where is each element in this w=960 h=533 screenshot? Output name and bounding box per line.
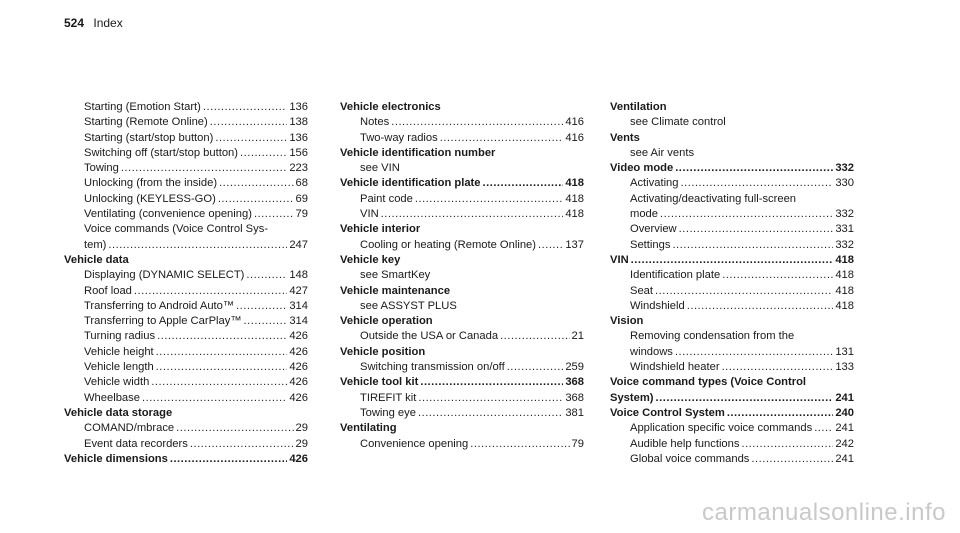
entry-text: Wheelbase [84, 391, 140, 404]
index-heading [340, 284, 584, 299]
entry-text: Starting (Emotion Start) [84, 101, 201, 113]
index-entry [610, 345, 854, 360]
dot-leader [415, 192, 563, 207]
entry-text: Global voice commands [630, 452, 750, 465]
entry-text: see SmartKey [360, 269, 431, 282]
index-entry [610, 207, 854, 222]
page-number: 524 [64, 16, 85, 30]
entry-text: Vehicle length [84, 361, 154, 374]
entry-text: Towing eye [360, 406, 416, 419]
index-entry [64, 176, 308, 191]
entry-text: tem) [84, 238, 107, 251]
page-ref[interactable]: 418 [565, 192, 584, 205]
entry-text: Vehicle identification plate [340, 177, 481, 190]
index-heading [340, 146, 584, 161]
index-heading [610, 375, 854, 390]
index-entry [340, 360, 584, 375]
dot-leader [483, 176, 564, 191]
dot-leader [660, 207, 833, 222]
entry-text: Voice commands (Voice Control Sys- [84, 223, 269, 236]
dot-leader [254, 207, 294, 222]
index-entry [610, 115, 854, 130]
entry-text: Two-way radios [360, 131, 438, 144]
dot-leader [655, 284, 833, 299]
entry-text: Vehicle interior [340, 223, 421, 236]
index-entry [610, 437, 854, 452]
index-entry [64, 146, 308, 161]
dot-leader [121, 161, 288, 176]
dot-leader [236, 299, 287, 314]
index-entry [610, 284, 854, 299]
dot-leader [142, 391, 287, 406]
page-section-title: Index [93, 16, 123, 30]
entry-text: Vehicle dimensions [64, 452, 168, 465]
index-entry [340, 268, 584, 283]
page-ref[interactable]: 137 [565, 238, 584, 251]
index-heading [340, 375, 584, 390]
index-entry [64, 161, 308, 176]
entry-text: Turning radius [84, 330, 156, 343]
index-entry [64, 207, 308, 222]
page-ref[interactable]: 426 [289, 391, 308, 404]
dot-leader [156, 345, 288, 360]
page-ref[interactable]: 368 [565, 376, 584, 389]
index-entry [64, 421, 308, 436]
index-entry [64, 375, 308, 390]
entry-text: Unlocking (KEYLESS-GO) [84, 192, 216, 205]
entry-text: Audible help functions [630, 437, 740, 450]
entry-text: Outside the USA or Canada [360, 330, 499, 343]
index-entry [610, 360, 854, 375]
entry-text: Application specific voice commands [630, 422, 813, 435]
index-entry [340, 161, 584, 176]
dot-leader [440, 131, 564, 146]
entry-text: Vehicle position [340, 345, 426, 358]
entry-text: Vision [610, 315, 644, 328]
index-heading [610, 406, 854, 421]
page-ref[interactable]: 223 [289, 162, 308, 175]
dot-leader [672, 238, 833, 253]
index-entry [610, 192, 854, 207]
index-entry [610, 238, 854, 253]
dot-leader [157, 329, 287, 344]
page-ref[interactable]: 418 [835, 284, 854, 297]
entry-text: Activating [630, 177, 679, 190]
index-entry [64, 222, 308, 237]
entry-text: System) [610, 391, 654, 404]
index-entry [340, 406, 584, 421]
dot-leader [170, 452, 287, 467]
page-ref[interactable]: 381 [565, 406, 584, 419]
index-entry [64, 329, 308, 344]
index-entry [64, 360, 308, 375]
page-ref[interactable]: 418 [565, 208, 584, 221]
entry-text: Vehicle data storage [64, 406, 173, 419]
page-ref[interactable]: 241 [835, 422, 854, 435]
index-column-2 [340, 100, 584, 452]
entry-text: Vehicle data [64, 253, 129, 266]
entry-text: Vehicle width [84, 376, 150, 389]
dot-leader [391, 115, 563, 130]
entry-text: Starting (Remote Online) [84, 116, 208, 129]
dot-leader [722, 360, 834, 375]
dot-leader [151, 375, 287, 390]
index-column-1 [64, 100, 308, 467]
entry-text: Unlocking (from the inside) [84, 177, 218, 190]
index-heading [610, 253, 854, 268]
page-ref[interactable]: 247 [289, 238, 308, 251]
dot-leader [727, 406, 834, 421]
page-ref[interactable]: 242 [835, 437, 854, 450]
dot-leader [246, 268, 287, 283]
page-ref[interactable]: 68 [295, 177, 308, 190]
index-entry [64, 131, 308, 146]
page-ref[interactable]: 240 [835, 406, 854, 419]
index-heading [340, 314, 584, 329]
entry-text: Switching off (start/stop button) [84, 146, 239, 159]
index-entry [610, 176, 854, 191]
index-entry [340, 207, 584, 222]
entry-text: Overview [630, 223, 677, 236]
page-ref[interactable]: 29 [295, 422, 308, 435]
index-heading [610, 131, 854, 146]
entry-text: Notes [360, 116, 390, 129]
entry-text: Seat [630, 284, 654, 297]
dot-leader [240, 146, 287, 161]
index-heading [64, 406, 308, 421]
page-ref[interactable]: 332 [835, 208, 854, 221]
page-ref[interactable]: 418 [835, 269, 854, 282]
page-ref[interactable]: 138 [289, 116, 308, 129]
dot-leader [134, 284, 287, 299]
dot-leader [656, 391, 834, 406]
entry-text: TIREFIT kit [360, 391, 417, 404]
index-heading [340, 100, 584, 115]
entry-text: Vehicle height [84, 345, 154, 358]
entry-text: Vehicle key [340, 253, 401, 266]
index-heading [340, 253, 584, 268]
entry-text: VIN [610, 253, 629, 266]
page-ref[interactable]: 368 [565, 391, 584, 404]
page-ref[interactable]: 330 [835, 177, 854, 190]
index-entry [610, 452, 854, 467]
index-entry [610, 268, 854, 283]
page-ref[interactable]: 131 [835, 345, 854, 358]
dot-leader [156, 360, 288, 375]
page-ref[interactable]: 418 [835, 253, 854, 266]
dot-leader [722, 268, 833, 283]
page-ref[interactable]: 426 [289, 361, 308, 374]
index-entry [340, 192, 584, 207]
index-heading [340, 222, 584, 237]
index-entry [610, 146, 854, 161]
index-heading [610, 161, 854, 176]
index-heading [610, 100, 854, 115]
entry-text: Transferring to Android Auto™ [84, 299, 235, 312]
page-ref[interactable]: 79 [571, 437, 584, 450]
page-ref[interactable]: 426 [289, 452, 308, 465]
entry-text: mode [630, 208, 658, 221]
dot-leader [500, 329, 569, 344]
page-ref[interactable]: 418 [565, 177, 584, 190]
entry-text: Windshield [630, 299, 685, 312]
dot-leader [675, 345, 833, 360]
page-ref[interactable]: 79 [295, 208, 308, 221]
entry-text: Vehicle electronics [340, 101, 441, 113]
entry-text: Vehicle maintenance [340, 284, 451, 297]
entry-text: Removing condensation from the [630, 330, 795, 343]
index-entry [610, 421, 854, 436]
page-ref[interactable]: 314 [289, 315, 308, 328]
dot-leader [538, 238, 563, 253]
index-entry [64, 238, 308, 253]
page-ref[interactable]: 426 [289, 376, 308, 389]
dot-leader [470, 437, 569, 452]
index-entry [64, 299, 308, 314]
entry-text: Voice command types (Voice Control [610, 376, 807, 389]
page-ref[interactable]: 241 [835, 452, 854, 465]
index-heading [340, 421, 584, 436]
entry-text: see VIN [360, 162, 400, 175]
entry-text: Windshield heater [630, 361, 720, 374]
dot-leader [108, 238, 287, 253]
dot-leader [687, 299, 834, 314]
dot-leader [631, 253, 834, 268]
page-ref[interactable]: 259 [565, 361, 584, 374]
index-entry [340, 329, 584, 344]
index-heading [610, 314, 854, 329]
dot-leader [218, 192, 294, 207]
page-ref[interactable]: 314 [289, 299, 308, 312]
page-ref[interactable]: 136 [289, 101, 308, 113]
entry-text: Towing [84, 162, 119, 175]
dot-leader [751, 452, 833, 467]
index-entry [64, 345, 308, 360]
entry-text: Displaying (DYNAMIC SELECT) [84, 269, 245, 282]
index-entry [340, 115, 584, 130]
page-ref[interactable]: 426 [289, 330, 308, 343]
dot-leader [418, 406, 563, 421]
index-heading [340, 176, 584, 191]
entry-text: Vehicle identification number [340, 146, 496, 159]
dot-leader [203, 100, 287, 115]
index-entry [64, 100, 308, 115]
page-ref[interactable]: 136 [289, 131, 308, 144]
index-entry [64, 314, 308, 329]
dot-leader [679, 222, 834, 237]
entry-text: Identification plate [630, 269, 721, 282]
page-ref[interactable]: 426 [289, 345, 308, 358]
entry-text: Convenience opening [360, 437, 469, 450]
dot-leader [681, 176, 834, 191]
index-heading [64, 452, 308, 467]
dot-leader [420, 375, 563, 390]
page-ref[interactable]: 416 [565, 131, 584, 144]
entry-text: see Climate control [630, 116, 726, 129]
entry-text: Ventilating [340, 422, 397, 435]
index-entry [610, 222, 854, 237]
index-entry [64, 115, 308, 130]
index-heading [340, 345, 584, 360]
index-entry [64, 391, 308, 406]
page-ref[interactable]: 29 [295, 437, 308, 450]
page-ref[interactable]: 331 [835, 223, 854, 236]
entry-text: Vehicle operation [340, 315, 433, 328]
dot-leader [219, 176, 293, 191]
dot-leader [244, 314, 288, 329]
entry-text: Vents [610, 131, 640, 144]
dot-leader [814, 421, 833, 436]
entry-text: Transferring to Apple CarPlay™ [84, 315, 242, 328]
page-ref[interactable]: 133 [835, 361, 854, 374]
page-ref[interactable]: 148 [289, 269, 308, 282]
watermark-logo: carmanualsonline.info [702, 499, 946, 526]
page-ref[interactable]: 241 [835, 391, 854, 404]
index-entry [340, 391, 584, 406]
index-heading [610, 391, 854, 406]
index-entry [64, 284, 308, 299]
entry-text: Settings [630, 238, 671, 251]
page-ref[interactable]: 69 [295, 192, 308, 205]
entry-text: Switching transmission on/off [360, 361, 505, 374]
dot-leader [675, 161, 833, 176]
index-entry [340, 437, 584, 452]
dot-leader [418, 391, 563, 406]
entry-text: Vehicle tool kit [340, 376, 419, 389]
dot-leader [215, 131, 287, 146]
page-ref[interactable]: 332 [835, 238, 854, 251]
index-entry [340, 238, 584, 253]
entry-text: VIN [360, 208, 379, 221]
entry-text: Cooling or heating (Remote Online) [360, 238, 536, 251]
index-entry [64, 268, 308, 283]
dot-leader [190, 437, 294, 452]
index-entry [610, 329, 854, 344]
index-heading [64, 253, 308, 268]
entry-text: Voice Control System [610, 406, 725, 419]
index-entry [340, 131, 584, 146]
dot-leader [210, 115, 288, 130]
page-ref[interactable]: 156 [289, 146, 308, 159]
entry-text: Starting (start/stop button) [84, 131, 214, 144]
page-ref[interactable]: 418 [835, 299, 854, 312]
dot-leader [381, 207, 564, 222]
entry-text: Event data recorders [84, 437, 188, 450]
entry-text: Paint code [360, 192, 413, 205]
entry-text: see Air vents [630, 146, 695, 159]
page-header [64, 16, 123, 30]
dot-leader [176, 421, 293, 436]
index-entry [610, 299, 854, 314]
index-entry [64, 437, 308, 452]
entry-text: windows [630, 345, 673, 358]
entry-text: Ventilation [610, 101, 667, 113]
page-ref[interactable]: 416 [565, 116, 584, 129]
index-column-3 [610, 100, 854, 467]
index-entry [64, 192, 308, 207]
entry-text: Activating/deactivating full-screen [630, 192, 797, 205]
dot-leader [741, 437, 833, 452]
dot-leader [507, 360, 564, 375]
page-ref[interactable]: 21 [571, 330, 584, 343]
entry-text: Video mode [610, 162, 674, 175]
page-ref[interactable]: 332 [835, 162, 854, 175]
page-ref[interactable]: 427 [289, 284, 308, 297]
entry-text: Ventilating (convenience opening) [84, 208, 252, 221]
index-entry [340, 299, 584, 314]
entry-text: see ASSYST PLUS [360, 299, 457, 312]
entry-text: Roof load [84, 284, 132, 297]
entry-text: COMAND/mbrace [84, 422, 175, 435]
